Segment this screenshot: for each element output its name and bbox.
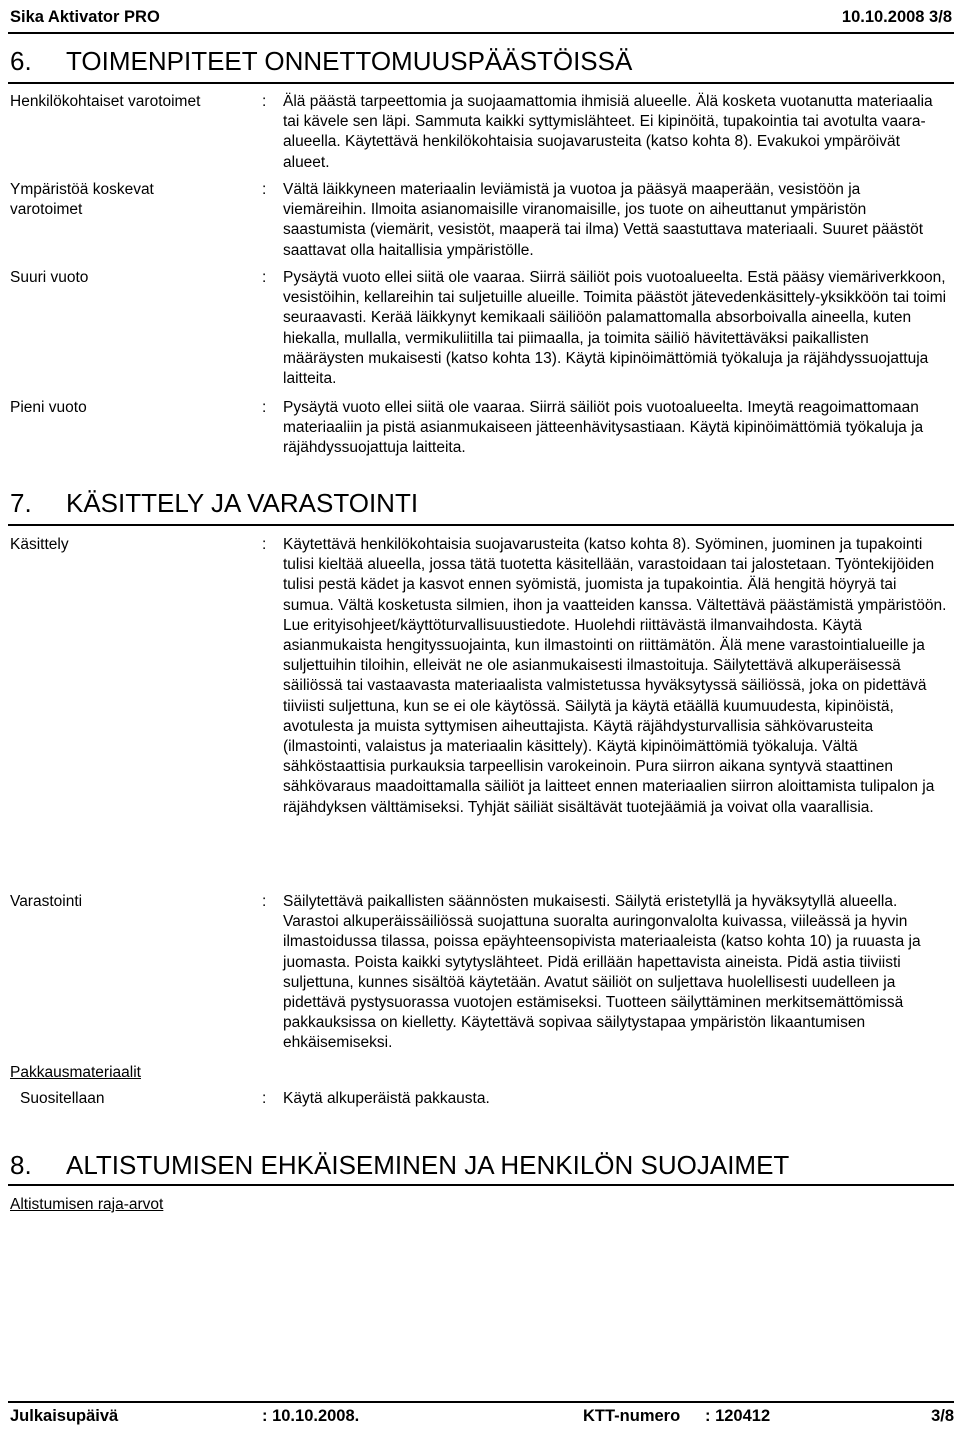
product-name: Sika Aktivator PRO (10, 8, 160, 26)
handling-text: Käytettävä henkilökohtaisia suojavarusteita (katso kohta 8). Syöminen, juominen ja tupakointi tulisi kieltää alueella, jossa tätä tuotetta käsitellään, varastoidaan tai jalostetaan. Työntekijöiden tulisi pestä kädet ja kasvot ennen syömistä, juomista ja tupakointia. Älä hengitä höyryä tai sumua. Vältä kosketusta silmien, ihon ja vaatteiden kanssa. Vältettävä päästämistä ympäristöön. Lue erityisohjeet/käyttöturvallisuustiedote. Huolehdi riittävästä ilmanvaihdosta. Käytä asianmukaista hengityssuojainta, kun ilmastointi on riittämätön. Älä mene varastointialueille ja suljettuihin tiloihin, elleivät ne ole asianmukaisesti ilmastoituja. Säilytettävä alkuperäisessä säiliössä tai vastaavasta materiaalista valmistetussa hyväksytyssä säiliössä, joka on pidettävä tiiviisti suljettuna, kun se ei ole käytössä. Säilytä ja käytä etäällä kuumuudesta, kipinöistä, avotulesta ja muista syttymisen aiheuttajista. Käytä räjähdysturvallisia sähkövarusteita (ilmastointi, valaistus ja materiaalin käsittely). Käytä kipinöimättömiä työkaluja. Vältä sähköstaattisia purkauksia tarpeellisin varokeinoin. Pura siirron aikana syntyvä staattinen sähkövaraus maadoittamalla säiliöt ja laitteet ennen materiaalien siirron aloittamista tulipalon ja räjähdyksen välttämiseksi. Tyhjät säiliät sisältävät tuotejäämiä ja voivat olla vaarallisia. (283, 536, 947, 816)
large-spill-label: Suuri vuoto (10, 269, 89, 286)
publication-date-value: : 10.10.2008. (262, 1407, 360, 1425)
storage-label: Varastointi (10, 893, 83, 910)
section-8-heading: ALTISTUMISEN EHKÄISEMINEN JA HENKILÖN SUOJAIMET (66, 1150, 790, 1180)
section-7-heading: KÄSITTELY JA VARASTOINTI (66, 488, 419, 518)
section-7-divider (8, 524, 954, 526)
section-8-divider (8, 1184, 954, 1186)
packaging-materials-heading: Pakkausmateriaalit (10, 1064, 141, 1081)
header-date-page: 10.10.2008 3/8 (841, 8, 952, 26)
colon: : (262, 181, 267, 198)
exposure-limits-heading: Altistumisen raja-arvot (10, 1196, 164, 1213)
environmental-precautions-text: Vältä läikkyneen materiaalin leviämistä ja vuotoa ja pääsyä maaperään, vesistöön ja viemäreihin. Ilmoita asianomaisille viranomaisille, jos tuote on aiheuttanut ympäristön saastumista (viemärit, vesistöt, maaperä tai ilma) Vettä saastuttava materiaali. Suuret päästöt saattavat olla haitallisia ympäristölle. (283, 181, 924, 259)
page-header (8, 6, 954, 30)
recommended-text: Käytä alkuperäistä pakkausta. (283, 1090, 490, 1107)
header-divider (8, 32, 954, 34)
colon: : (262, 893, 267, 910)
colon: : (262, 1090, 267, 1107)
environmental-precautions-label: Ympäristöä koskevat varotoimet (10, 181, 154, 219)
colon: : (262, 399, 267, 416)
section-6-number: 6. (10, 46, 32, 76)
footer-page-number: 3/8 (931, 1407, 954, 1425)
storage-text: Säilytettävä paikallisten säännösten mukaisesti. Säilytä eristetyllä ja hyväksytyllä alueella. Varastoi alkuperäissäiliössä suojattuna suoralta auringonvalolta kuivassa, viileässä ja hyvin ilmastoidussa tilassa, poissa epäyhteensopivista materiaaleista (katso kohta 10) ja ruuasta ja juomasta. Poista kaikki sytytyslähteet. Pidä erillään hapettavista aineista. Pidä astia tiiviisti suljettuna, kunnes sisältöä käytetään. Avatut säiliöt on suljettava huolellisesti uudelleen ja pidettävä pystysuorassa vuotojen estämiseksi. Tuotteen säilyttäminen merkitsemättömissä pakkauksissa on kielletty. Käytettävä sopivaa säilytystapaa ympäristön likaantumisen ehkäisemiseksi. (283, 893, 921, 1052)
colon: : (262, 93, 267, 110)
small-spill-label: Pieni vuoto (10, 399, 87, 416)
colon: : (262, 536, 267, 553)
ktt-number-label: KTT-numero (583, 1407, 681, 1425)
section-6-heading: TOIMENPITEET ONNETTOMUUSPÄÄSTÖISSÄ (66, 46, 633, 76)
colon: : (262, 269, 267, 286)
section-6-title (10, 46, 632, 77)
personal-precautions-label: Henkilökohtaiset varotoimet (10, 93, 201, 110)
section-7-number: 7. (10, 488, 32, 518)
personal-precautions-text: Älä päästä tarpeettomia ja suojaamattomia ihmisiä alueelle. Älä kosketa vuotanutta materiaalia tai kävele sen läpi. Sammuta kaikki syttymislähteet. Ei kipinöitä, tupakointia tai avotulta vaara-alueella. Käytettävä henkilökohtaisia suojavarusteita (katso kohta 8). Evakukoi ympäröivät alueet. (283, 93, 933, 171)
section-8-title (10, 1150, 789, 1181)
large-spill-text: Pysäytä vuoto ellei siitä ole vaaraa. Siirrä säiliöt pois vuotoalueelta. Estä pääsy viemäriverkkoon, vesistöihin, kellareihin tai suljetuille alueille. Toimita päästöt jätevedenkäsittely-yksikköön tai toimi seuraavasti. Kerää läikkynyt kemikaali säiliöön palamattomalla absorboivalla aineella, kuten hiekalla, mullalla, vermikuliitilla tai piimaalla, ja toimita säiliö hävitettäväksi paikallisten määräysten mukaisesti (katso kohta 13). Käytä kipinöimättömiä työkaluja ja räjähdyssuojattuja laitteita. (283, 269, 947, 388)
recommended-label: Suositellaan (20, 1090, 105, 1107)
small-spill-text: Pysäytä vuoto ellei siitä ole vaaraa. Siirrä säiliöt pois vuotoalueelta. Imeytä reagoimattomaan materiaaliin ja pistä asianmukaiseen jätteenhävitysastiaan. Käytä kipinöimättömiä työkaluja ja räjähdyssuojattuja laitteita. (283, 399, 924, 457)
section-7-title (10, 488, 418, 519)
section-8-number: 8. (10, 1150, 32, 1180)
footer-divider (8, 1401, 954, 1403)
handling-label: Käsittely (10, 536, 69, 553)
ktt-number-value: : 120412 (705, 1407, 771, 1425)
publication-date-label: Julkaisupäivä (10, 1407, 119, 1425)
section-6-divider (8, 82, 954, 84)
